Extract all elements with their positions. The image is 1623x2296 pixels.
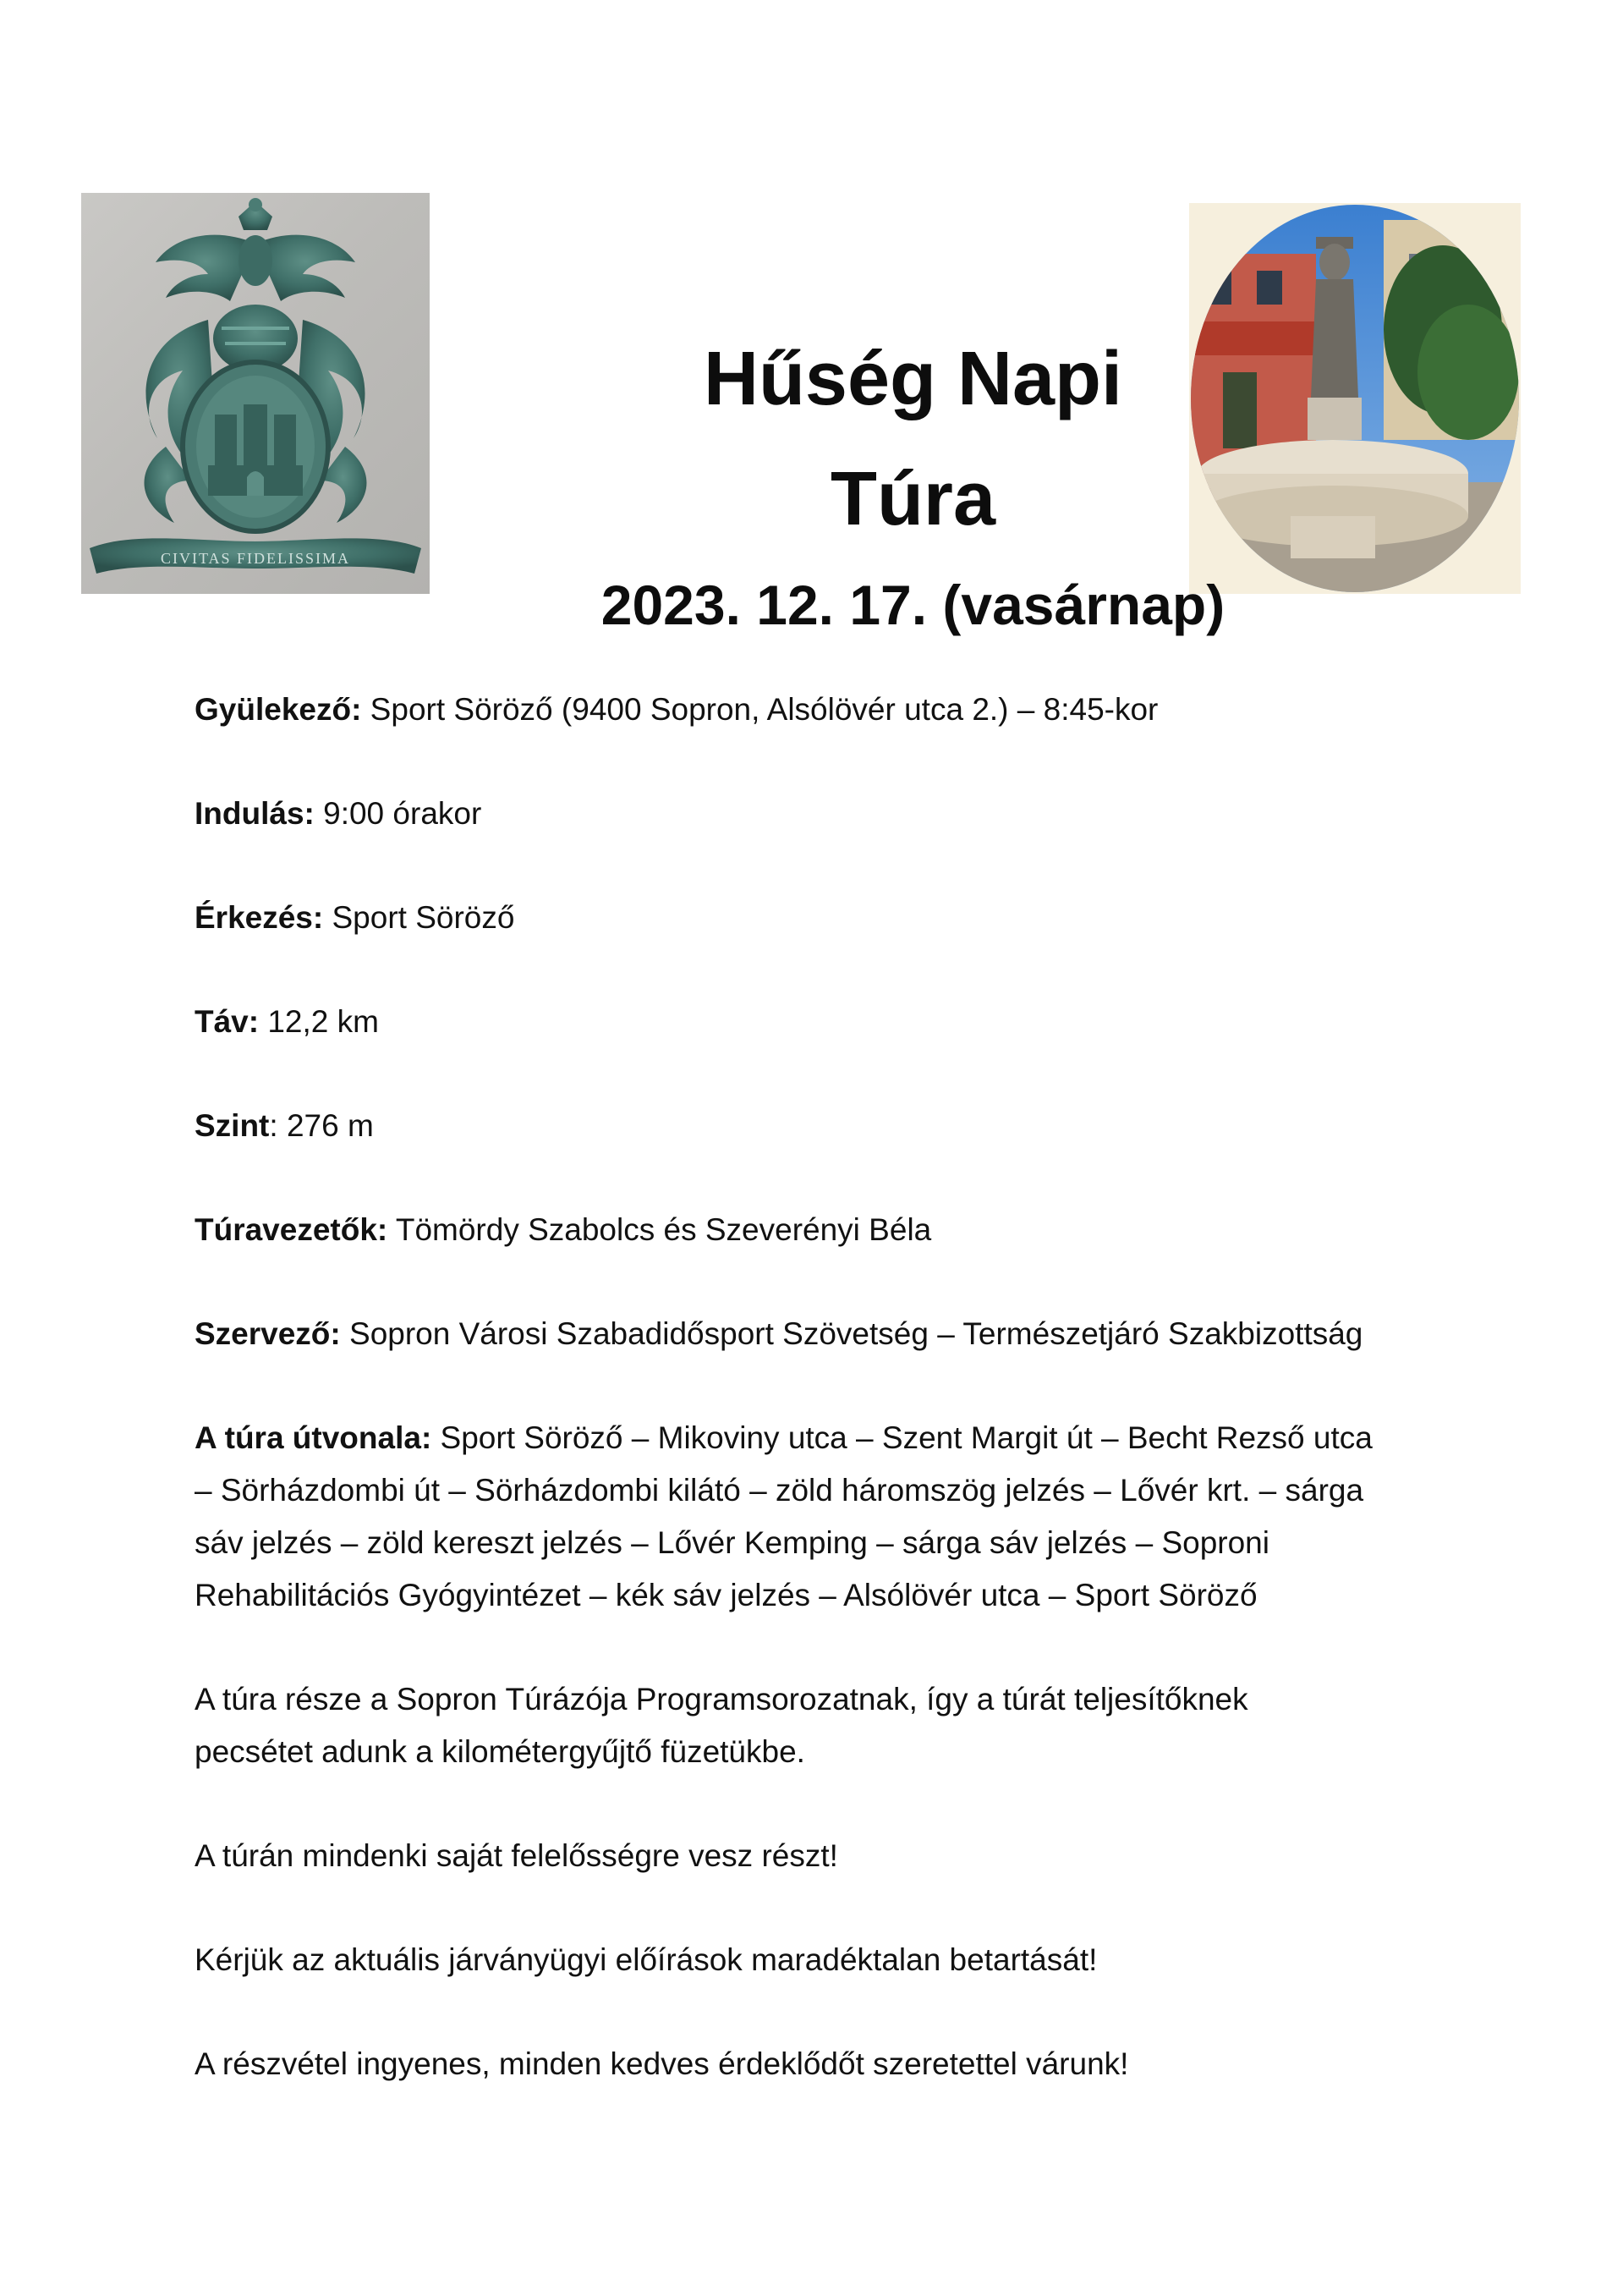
banner-text: CIVITAS FIDELISSIMA	[160, 550, 351, 567]
details-section	[195, 684, 1455, 2090]
route-label: A túra útvonala:	[195, 1420, 432, 1455]
event-date: 2023. 12. 17. (vasárnap)	[600, 574, 1225, 636]
route-description: A túra útvonala: Sport Söröző – Mikoviny utca – Szent Margit út – Becht Rezső utca – Sörházdombi út – Sörházdombi kilátó – zöld háromszög jelzés – Lővér krt. – sárga sáv jelzés – zöld kereszt jelzés – Lővér Kemping – sárga sáv jelzés – Soproni Rehabilitációs Gyógyintézet – kék sáv jelzés – Alsólövér utca – Sport Söröző	[195, 1420, 1373, 1612]
title-line-2: Túra	[830, 457, 996, 541]
detail-departure: Indulás: 9:00 órakor	[195, 796, 482, 831]
detail-elevation: Szint: 276 m	[195, 1108, 374, 1143]
detail-guides: Túravezetők: Tömördy Szabolcs és Szeverényi Béla	[195, 1212, 932, 1247]
program-note-continued: pecsétet adunk a kilométergyűjtő füzetükbe.	[195, 1734, 805, 1769]
regulations-note: Kérjük az aktuális járványügyi előírások maradéktalan betartását!	[195, 1942, 1098, 1977]
detail-organizer: Szervező: Sopron Városi Szabadidősport Szövetség – Természetjáró Szakbizottság	[195, 1316, 1363, 1351]
program-note: A túra része a Sopron Túrázója Programsorozatnak, így a túrát teljesítőknek	[195, 1682, 1248, 1717]
responsibility-note: A túrán mindenki saját felelősségre vesz részt!	[195, 1838, 838, 1873]
invitation-note: A részvétel ingyenes, minden kedves érdeklődőt szeretettel várunk!	[195, 2046, 1129, 2081]
title-line-1: Hűség Napi	[703, 337, 1123, 421]
detail-gathering: Gyülekező: Sport Söröző (9400 Sopron, Alsólövér utca 2.) – 8:45-kor	[195, 692, 1159, 727]
detail-arrival: Érkezés: Sport Söröző	[195, 900, 515, 935]
detail-distance: Táv: 12,2 km	[195, 1004, 379, 1039]
